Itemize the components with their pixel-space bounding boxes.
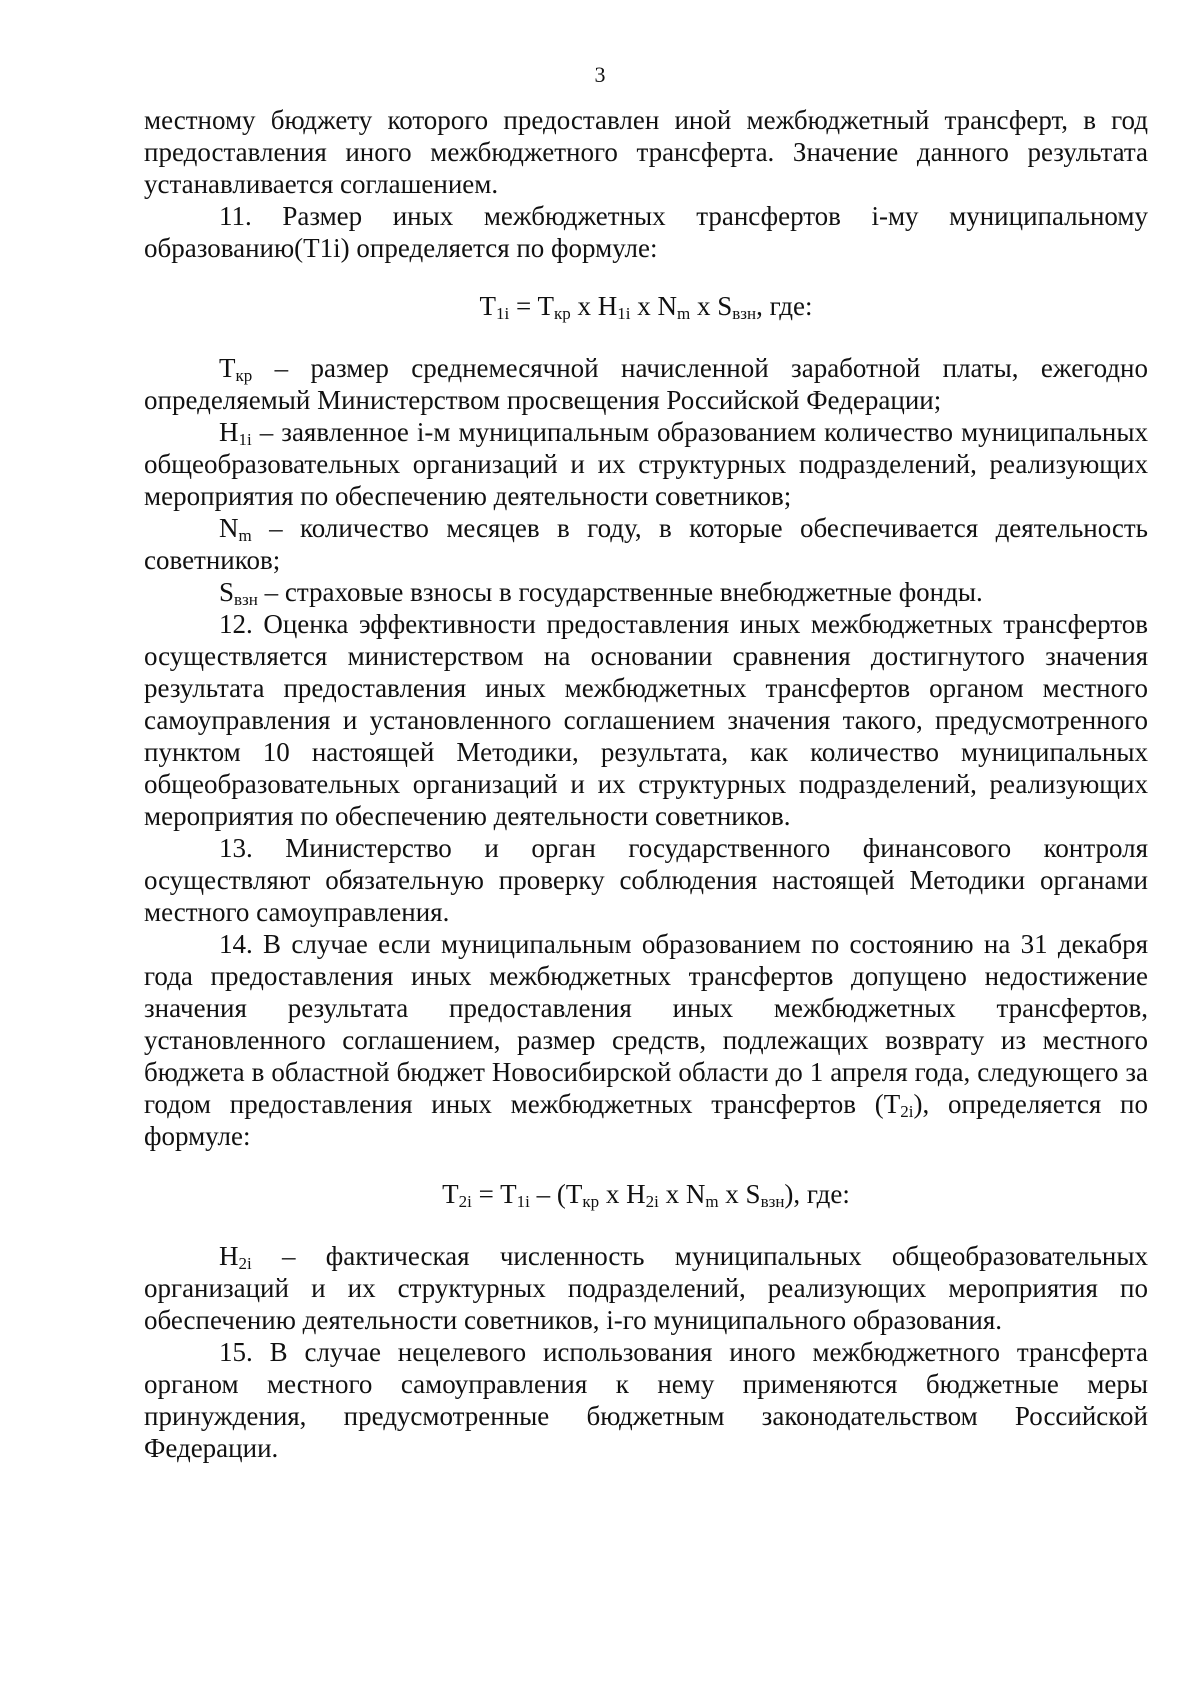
definition-nm: $N_m$ – количество месяцев в году, в которые обеспечивается деятельность советников; <box>144 513 1148 575</box>
formula-t2i: $T_{2i} = T_{1i} - (T_{кр}$ x $H_{2i}$ x $N_m$ x $S_{взн}$), где: <box>442 1179 850 1211</box>
definition-h1i: $H_{1i}$ – заявленное i-м муниципальным образованием количество муниципальных общеобразовательных организаций и их структурных подразделений, реализующих мероприятия по обеспечению деятельности советников; <box>144 417 1148 511</box>
definition-svzn: $S_{взн}$ – страховые взносы в государственные внебюджетные фонды. <box>219 577 983 609</box>
paragraph-continuation: местному бюджету которого предоставлен иной межбюджетный трансферт, в год предоставления иного межбюджетного трансферта. Значение данного результата устанавливается соглашением. <box>144 105 1148 199</box>
paragraph-12: 12. Оценка эффективности предоставления иных межбюджетных трансфертов осуществляется министерством на основании сравнения достигнутого значения результата предоставления иных межбюджетных трансфертов органом местного самоуправления и установленного соглашением значения такого, предусмотренного пунктом 10 настоящей Методики, результата, как количество муниципальных общеобразовательных организаций и их структурных подразделений, реализующих мероприятия по обеспечению деятельности советников. <box>144 609 1148 831</box>
definition-h2i: $H_{2i}$ – фактическая численность муниципальных общеобразовательных организаций и их структурных подразделений, реализующих мероприятия по обеспечению деятельности советников, i-го муниципального образования. <box>144 1241 1148 1335</box>
paragraph-14: 14. В случае если муниципальным образованием по состоянию на 31 декабря года предоставления иных межбюджетных трансфертов допущено недостижение значения результата предоставления иных межбюджетных трансфертов, установленного соглашением, размер средств, подлежащих возврату из местного бюджета в областной бюджет Новосибирской области до 1 апреля года, следующего за годом предоставления иных межбюджетных трансфертов $(T_{2i})$, определяется по формуле: <box>144 929 1148 1151</box>
definition-tkr: $T_{кр}$ – размер среднемесячной начисленной заработной платы, ежегодно определяемый Министерством просвещения Российской Федерации; <box>144 353 1148 415</box>
paragraph-13: 13. Министерство и орган государственного финансового контроля осуществляют обязательную проверку соблюдения настоящей Методики органами местного самоуправления. <box>144 833 1148 927</box>
document-body <box>144 104 1148 1464</box>
paragraph-11: 11. Размер иных межбюджетных трансфертов i-му муниципальному образованию(T1i) определяется по формуле: <box>144 201 1148 263</box>
formula-t1i: $T_{1i} = T_{кр}$ x $H_{1i}$ x $N_m$ x $S_{взн}$, где: <box>479 291 813 323</box>
paragraph-15: 15. В случае нецелевого использования иного межбюджетного трансферта органом местного самоуправления к нему применяются бюджетные меры принуждения, предусмотренные бюджетным законодательством Российской Федерации. <box>144 1337 1148 1463</box>
page-number: 3 <box>594 62 606 87</box>
